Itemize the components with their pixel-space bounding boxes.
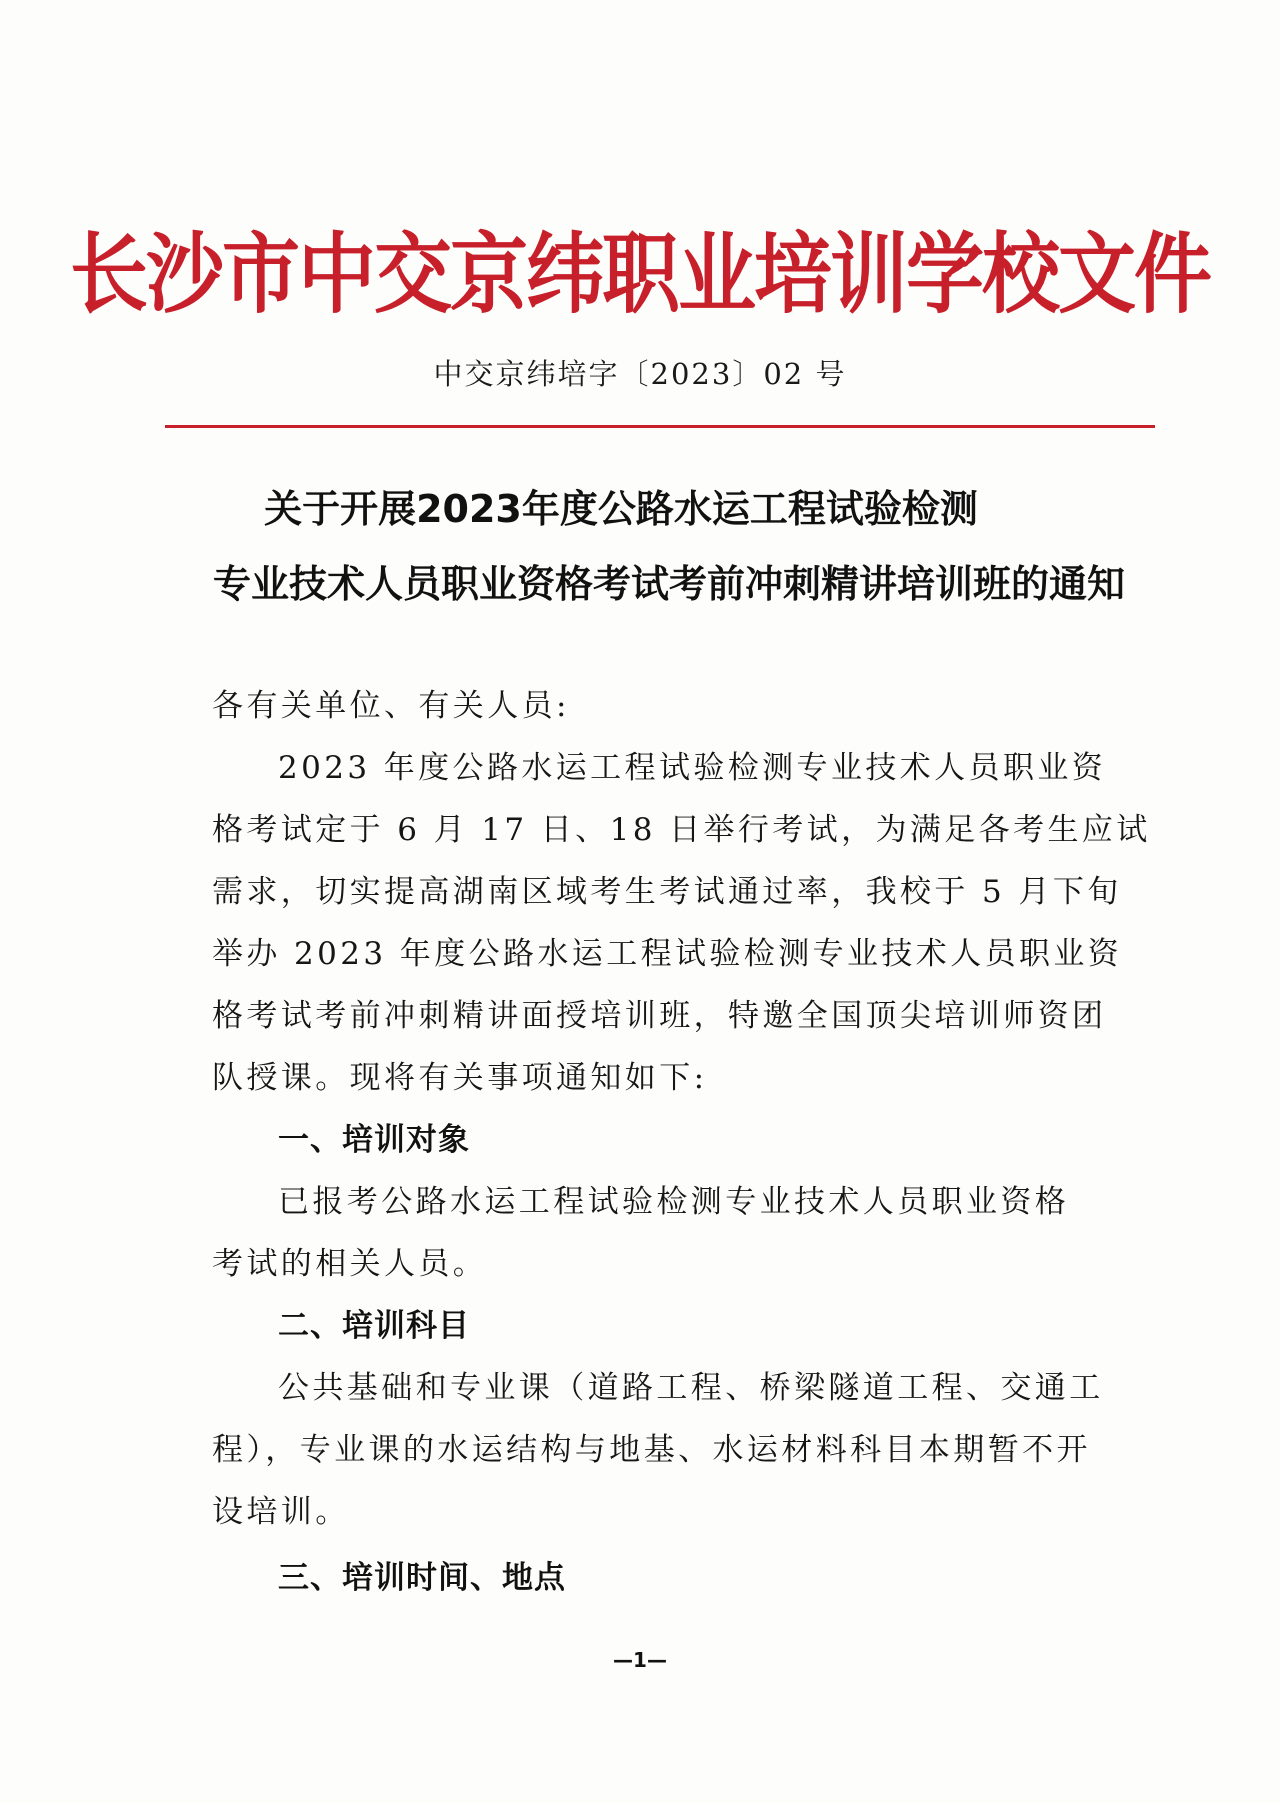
- intro-line: 队授课。现将有关事项通知如下:: [212, 1060, 708, 1096]
- section-2-heading: 二、培训科目: [278, 1308, 470, 1344]
- salutation: 各有关单位、有关人员:: [212, 688, 570, 724]
- section-3-heading: 三、培训时间、地点: [278, 1560, 566, 1596]
- org-header-title: 长沙市中交京纬职业培训学校文件: [69, 225, 1210, 326]
- intro-line: 格考试定于 6 月 17 日、18 日举行考试，为满足各考生应试: [212, 812, 1151, 848]
- intro-line: 需求，切实提高湖南区域考生考试通过率，我校于 5 月下旬: [212, 874, 1122, 910]
- page-number: —1—: [613, 1648, 667, 1672]
- section-1-heading: 一、培训对象: [278, 1122, 470, 1158]
- intro-line: 举办 2023 年度公路水运工程试验检测专业技术人员职业资: [212, 936, 1123, 972]
- section-1-line: 已报考公路水运工程试验检测专业技术人员职业资格: [278, 1184, 1070, 1220]
- intro-line: 格考试考前冲刺精讲面授培训班，特邀全国顶尖培训师资团: [212, 998, 1107, 1034]
- section-2-line: 程），专业课的水运结构与地基、水运材料科目本期暂不开: [212, 1432, 1091, 1468]
- intro-line: 2023 年度公路水运工程试验检测专业技术人员职业资: [278, 750, 1107, 786]
- notice-title-line-2: 专业技术人员职业资格考试考前冲刺精讲培训班的通知: [212, 562, 1125, 606]
- section-2-line: 公共基础和专业课（道路工程、桥梁隧道工程、交通工: [278, 1370, 1104, 1406]
- red-divider-line: [165, 425, 1155, 428]
- document-number: 中交京纬培字〔2023〕02 号: [433, 357, 847, 391]
- section-2-line: 设培训。: [212, 1494, 350, 1530]
- notice-title-line-1: 关于开展2023年度公路水运工程试验检测: [264, 487, 978, 531]
- section-1-line: 考试的相关人员。: [212, 1246, 488, 1282]
